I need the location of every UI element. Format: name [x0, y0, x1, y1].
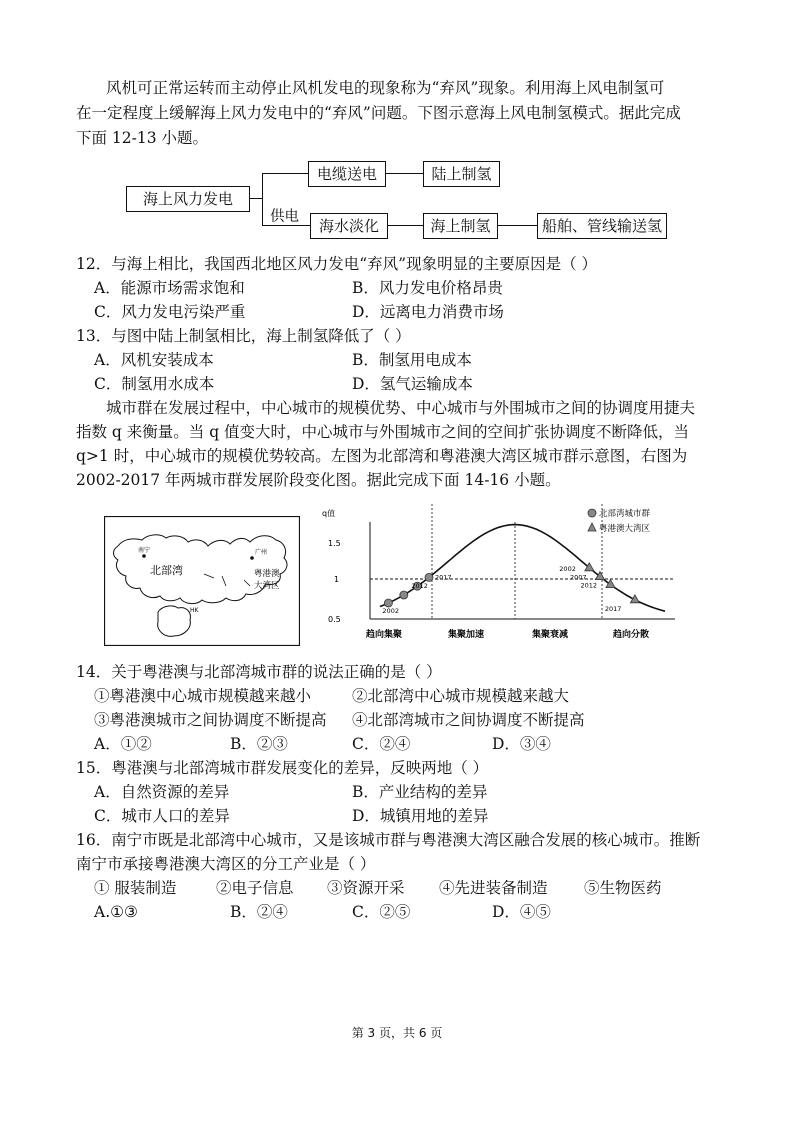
q12-option-d[interactable]: D．远离电力消费市场 — [352, 303, 504, 321]
q13-option-c[interactable]: C．制氢用水成本 — [94, 375, 215, 393]
chart-stage-label: 趋向分散 — [613, 630, 650, 640]
q15-option-a[interactable]: A．自然资源的差异 — [94, 783, 230, 801]
q12-option-a[interactable]: A．能源市场需求饱和 — [94, 279, 245, 297]
legend-label: 北部湾城市群 — [599, 509, 651, 519]
map-label-beibuwan: 北部湾 — [150, 564, 183, 577]
legend-triangle-marker — [588, 523, 596, 531]
flow-connector — [249, 198, 263, 199]
flow-box-land-hydrogen: 陆上制氢 — [423, 161, 500, 187]
q14-stem: 14．关于粤港澳与北部湾城市群的说法正确的是（ ） — [76, 663, 442, 681]
q16-item-1: ① 服装制造 — [94, 879, 177, 897]
map-label-gba-1: 粤港澳 — [254, 569, 280, 579]
legend-label: 粤港澳大湾区 — [599, 524, 651, 534]
flow-connector — [497, 225, 537, 226]
q14-statement-4: ④北部湾城市之间协调度不断提高 — [352, 711, 585, 729]
legend-circle-marker — [588, 509, 596, 517]
flow-connector — [385, 173, 423, 174]
q14-statement-2: ②北部湾中心城市规模越来越大 — [352, 687, 570, 705]
region-map — [104, 516, 300, 646]
map-label-guangzhou: 广州 — [255, 549, 268, 556]
beibuwan-point-2002 — [384, 599, 392, 607]
beibuwan-year-label: 2017 — [435, 573, 452, 582]
q16-option-d[interactable]: D．④⑤ — [492, 903, 551, 921]
chart-ytick: 1 — [334, 575, 340, 584]
chart-curve — [380, 525, 665, 612]
q14-option-d[interactable]: D．③④ — [492, 735, 551, 753]
q14-option-a[interactable]: A．①② — [94, 735, 152, 753]
q16-stem-line1: 16．南宁市既是北部湾中心城市，又是该城市群与粤港澳大湾区融合发展的核心城市。推断 — [76, 831, 701, 849]
beibuwan-point-2017 — [425, 573, 433, 581]
flow-box-sea-hydrogen: 海上制氢 — [423, 213, 498, 239]
q15-option-d[interactable]: D．城镇用地的差异 — [352, 807, 489, 825]
gba-year-label: 2007 — [569, 573, 587, 582]
beibuwan-year-label: 2002 — [382, 607, 399, 615]
chart-stage-label: 集聚加速 — [448, 630, 485, 640]
intro2-line2: 指数 q 来衡量。当 q 值变大时，中心城市与外围城市之间的空间扩张协调度不断降低，当 — [76, 423, 690, 441]
q16-item-3: ③资源开采 — [327, 879, 405, 897]
q12-option-b[interactable]: B．风力发电价格昂贵 — [352, 279, 503, 297]
q13-option-a[interactable]: A．风机安装成本 — [94, 351, 214, 369]
q14-option-c[interactable]: C．②④ — [352, 735, 411, 753]
chart-ytick: 1.5 — [328, 539, 341, 548]
q14-option-b[interactable]: B．②③ — [230, 735, 288, 753]
map-city-dot — [250, 556, 254, 560]
gba-point-2007 — [595, 572, 604, 580]
map-label-hk: HK — [190, 607, 199, 614]
map-label-nanning: 南宁 — [138, 547, 151, 554]
q15-stem: 15．粤港澳与北部湾城市群发展变化的差异，反映两地（ ） — [76, 759, 489, 777]
gba-year-label: 2017 — [604, 604, 622, 613]
q16-item-5: ⑤生物医药 — [584, 879, 662, 897]
chart-stage-label: 趋向集聚 — [366, 630, 403, 640]
q13-option-d[interactable]: D．氢气运输成本 — [352, 375, 473, 393]
chart-stage-label: 集聚衰减 — [532, 630, 569, 640]
flow-box-source: 海上风力发电 — [126, 186, 250, 212]
q16-option-b[interactable]: B．②④ — [230, 903, 288, 921]
q16-stem-line2: 南宁市承接粤港澳大湾区的分工产业是（ ） — [76, 855, 376, 873]
gba-point-2012 — [606, 580, 615, 588]
stage-chart — [320, 504, 688, 646]
flow-connector — [262, 173, 263, 226]
q14-statement-1: ①粤港澳中心城市规模越来越小 — [94, 687, 312, 705]
q16-item-4: ④先进装备制造 — [439, 879, 548, 897]
map-label-gba-2: 大湾区 — [254, 581, 280, 591]
gba-point-2002 — [585, 563, 594, 571]
flow-branch-label: 供电 — [270, 209, 299, 225]
q15-option-b[interactable]: B．产业结构的差异 — [352, 783, 488, 801]
flow-box-transport: 船舶、管线输送氢 — [537, 213, 667, 239]
q15-option-c[interactable]: C．城市人口的差异 — [94, 807, 230, 825]
intro2-line1: 城市群在发展过程中，中心城市的规模优势、中心城市与外围城市之间的协调度用捷夫 — [106, 399, 696, 417]
intro1-line2: 在一定程度上缓解海上风力发电中的“弃风”问题。下图示意海上风电制氢模式。据此完成 — [76, 104, 681, 122]
intro1-line1: 风机可正常运转而主动停止风机发电的现象称为“弃风”现象。利用海上风电制氢可 — [106, 79, 665, 97]
flow-connector — [387, 225, 423, 226]
q16-item-2: ②电子信息 — [216, 879, 294, 897]
q16-option-a[interactable]: A.①③ — [94, 903, 138, 921]
q12-stem: 12．与海上相比，我国西北地区风力发电“弃风”现象明显的主要原因是（ ） — [76, 255, 598, 273]
q14-statement-3: ③粤港澳城市之间协调度不断提高 — [94, 711, 327, 729]
q12-option-c[interactable]: C．风力发电污染严重 — [94, 303, 246, 321]
q13-stem: 13．与图中陆上制氢相比，海上制氢降低了（ ） — [76, 327, 411, 345]
map-city-dot — [142, 554, 146, 558]
chart-ylabel: q值 — [322, 509, 336, 518]
beibuwan-year-label: 2012 — [411, 582, 428, 591]
chart-ytick: 0.5 — [328, 615, 341, 624]
gba-year-label: 2012 — [580, 581, 597, 590]
intro1-line3: 下面 12-13 小题。 — [76, 129, 209, 147]
intro2-line3: q>1 时，中心城市的规模优势较高。左图为北部湾和粤港澳大湾区城市群示意图，右图为 — [76, 447, 688, 465]
gba-year-label: 2002 — [559, 564, 576, 573]
flow-box-desalination: 海水淡化 — [310, 213, 388, 239]
flow-box-cable: 电缆送电 — [308, 161, 386, 187]
flow-connector — [262, 173, 308, 174]
beibuwan-point-2007 — [400, 591, 408, 599]
intro2-line4: 2002-2017 年两城市群发展阶段变化图。据此完成下面 14-16 小题。 — [76, 471, 561, 489]
q16-option-c[interactable]: C．②⑤ — [352, 903, 411, 921]
q13-option-b[interactable]: B．制氢用电成本 — [352, 351, 472, 369]
page-footer: 第 3 页，共 6 页 — [351, 1026, 443, 1040]
